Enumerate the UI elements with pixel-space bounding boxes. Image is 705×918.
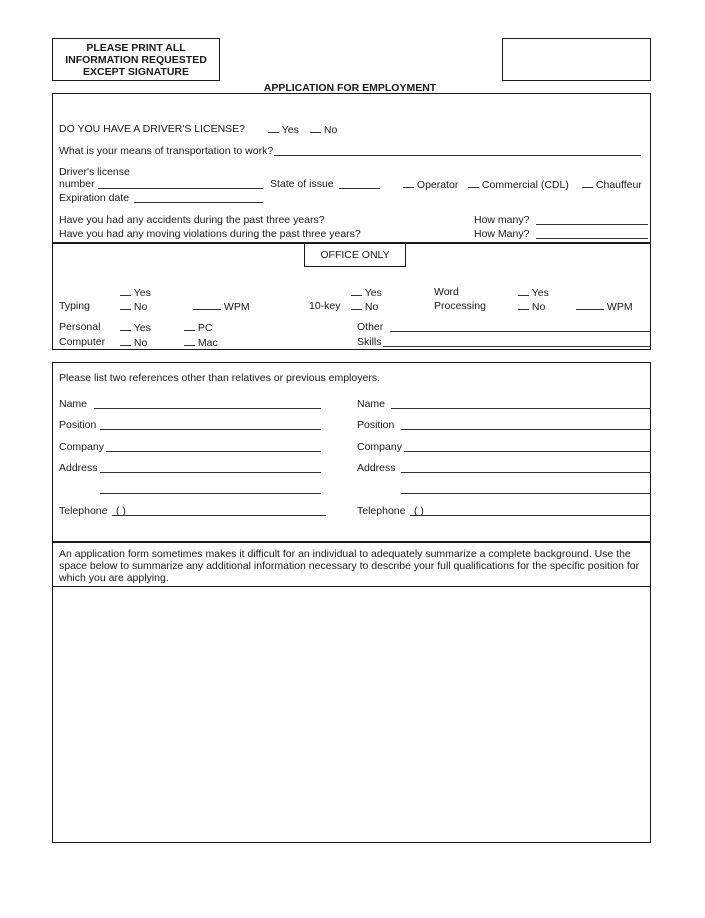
other-label: Other xyxy=(357,321,384,333)
ref1-telephone-field[interactable] xyxy=(112,515,326,516)
state-of-issue-label: State of issue xyxy=(270,178,334,190)
accidents-question: Have you had any accidents during the past three years? xyxy=(59,214,325,226)
ref2-company-label: Company xyxy=(357,441,402,453)
skills-field[interactable] xyxy=(383,346,651,347)
ref2-telephone-field[interactable] xyxy=(410,515,651,516)
violations-count-field[interactable] xyxy=(536,238,648,239)
violations-how-many-label: How Many? xyxy=(474,228,530,240)
license-no-option[interactable]: No xyxy=(310,123,337,136)
pc-option[interactable]: PC xyxy=(184,321,213,334)
personal-label: Personal xyxy=(59,321,101,333)
ref1-position-label: Position xyxy=(59,419,97,431)
print-notice-line-2: INFORMATION REQUESTED xyxy=(65,54,207,66)
expiration-label: Expiration date xyxy=(59,192,130,204)
corner-box xyxy=(502,38,651,81)
commercial-option[interactable]: Commercial (CDL) xyxy=(468,178,569,191)
ref2-name-label: Name xyxy=(357,398,386,410)
computer-yes-option[interactable]: Yes xyxy=(120,321,151,334)
typing-yes-option[interactable]: Yes xyxy=(120,286,151,299)
ref1-address-field-2[interactable] xyxy=(100,493,321,494)
ref2-position-field[interactable] xyxy=(401,429,651,430)
tenkey-no-option[interactable]: No xyxy=(351,300,378,313)
computer-label: Computer xyxy=(59,336,106,348)
ref2-telephone-label: Telephone xyxy=(357,505,406,517)
ref1-name-field[interactable] xyxy=(94,408,321,409)
accidents-count-field[interactable] xyxy=(536,224,648,225)
ref2-position-label: Position xyxy=(357,419,395,431)
word-label: Word xyxy=(434,286,459,298)
computer-no-option[interactable]: No xyxy=(120,336,147,349)
ref1-telephone-paren: ( ) xyxy=(116,505,126,517)
typing-label: Typing xyxy=(59,300,90,312)
tenkey-yes-option[interactable]: Yes xyxy=(351,286,382,299)
ref1-company-field[interactable] xyxy=(106,451,321,452)
skills-label: Skills xyxy=(357,336,382,348)
ref2-name-field[interactable] xyxy=(391,408,651,409)
word-no-option[interactable]: No xyxy=(518,300,545,313)
license-yes-option[interactable]: Yes xyxy=(268,123,299,136)
processing-label: Processing xyxy=(434,300,486,312)
ref1-name-label: Name xyxy=(59,398,88,410)
license-number-field[interactable] xyxy=(98,188,263,189)
ref1-position-field[interactable] xyxy=(100,429,321,430)
ref1-address-field[interactable] xyxy=(100,472,321,473)
ref1-telephone-label: Telephone xyxy=(59,505,108,517)
office-only-title: OFFICE ONLY xyxy=(320,249,390,261)
word-wpm-field[interactable]: WPM xyxy=(576,300,633,313)
operator-option[interactable]: Operator xyxy=(403,178,458,191)
tenkey-label: 10-key xyxy=(309,300,341,312)
ref2-telephone-paren: ( ) xyxy=(414,505,424,517)
transport-label: What is your means of transportation to work? xyxy=(59,145,274,157)
references-intro: Please list two references other than relatives or previous employers. xyxy=(59,372,380,384)
expiration-field[interactable] xyxy=(134,202,263,203)
chauffeur-option[interactable]: Chauffeur xyxy=(582,178,642,191)
print-notice-line-1: PLEASE PRINT ALL xyxy=(86,42,186,54)
ref1-company-label: Company xyxy=(59,441,104,453)
ref2-address-field-2[interactable] xyxy=(401,493,651,494)
form-title: APPLICATION FOR EMPLOYMENT xyxy=(263,82,437,94)
mac-option[interactable]: Mac xyxy=(184,336,218,349)
ref2-address-field[interactable] xyxy=(401,472,651,473)
summary-writing-area[interactable] xyxy=(52,586,651,843)
violations-question: Have you had any moving violations during the past three years? xyxy=(59,228,361,240)
license-number-label-2: number xyxy=(59,178,95,190)
summary-instructions: An application form sometimes makes it difficult for an individual to adequately summarize a complete background. Use the space below to summarize any additional information necessary to describe your full qualifications for the specific position for which you are applying. xyxy=(59,548,640,584)
license-question: DO YOU HAVE A DRIVER'S LICENSE? xyxy=(59,123,246,135)
print-notice-line-3: EXCEPT SIGNATURE xyxy=(83,66,189,78)
word-yes-option[interactable]: Yes xyxy=(518,286,549,299)
typing-no-option[interactable]: No xyxy=(120,300,147,313)
state-of-issue-field[interactable] xyxy=(339,188,380,189)
other-field[interactable] xyxy=(390,331,651,332)
accidents-how-many-label: How many? xyxy=(474,214,530,226)
typing-wpm-field[interactable]: WPM xyxy=(193,300,250,313)
transport-field[interactable] xyxy=(274,155,641,156)
ref2-address-label: Address xyxy=(357,462,396,474)
ref1-address-label: Address xyxy=(59,462,98,474)
license-number-label-1: Driver's license xyxy=(59,166,130,178)
ref2-company-field[interactable] xyxy=(404,451,651,452)
